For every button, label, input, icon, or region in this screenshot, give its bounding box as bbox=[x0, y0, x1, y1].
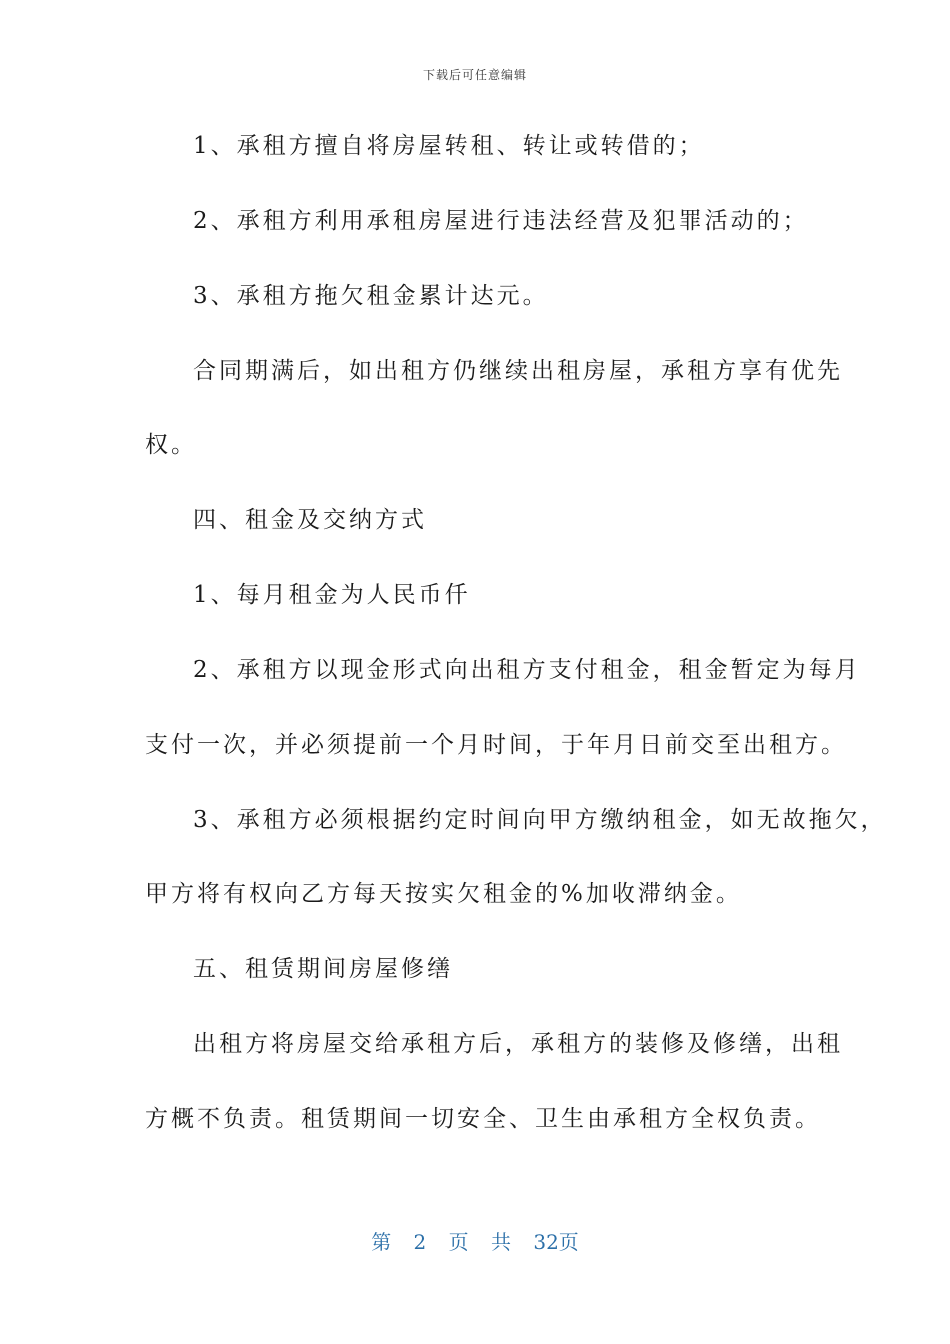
footer-page-label: 第 bbox=[371, 1230, 392, 1254]
paragraph-line: 甲方将有权向乙方每天按实欠租金的%加收滞纳金。 bbox=[145, 881, 742, 907]
footer-unit-label: 页 bbox=[448, 1230, 469, 1254]
footer-current-page: 2 bbox=[413, 1230, 427, 1254]
paragraph-line: 支付一次，并必须提前一个月时间，于年月日前交至出租方。 bbox=[145, 732, 847, 758]
footer-total-label: 共 bbox=[491, 1230, 511, 1254]
paragraph-line: 2、承租方利用承租房屋进行违法经营及犯罪活动的； bbox=[193, 208, 809, 234]
footer-total-pages: 32页 bbox=[533, 1230, 579, 1254]
paragraph-line: 权。 bbox=[145, 432, 197, 458]
paragraph-line: 3、承租方必须根据约定时间向甲方缴纳租金，如无故拖欠， bbox=[193, 807, 887, 833]
paragraph-line: 出租方将房屋交给承租方后，承租方的装修及修缮，出租 bbox=[193, 1031, 843, 1057]
paragraph-line: 1、每月租金为人民币仟 bbox=[193, 582, 471, 608]
section-heading: 四、租金及交纳方式 bbox=[193, 507, 427, 533]
header-note: 下载后可任意编辑 bbox=[422, 68, 527, 82]
section-heading: 五、租赁期间房屋修缮 bbox=[193, 956, 453, 982]
paragraph-line: 合同期满后，如出租方仍继续出租房屋，承租方享有优先 bbox=[193, 358, 843, 384]
page-footer bbox=[0, 1226, 950, 1255]
paragraph-line: 1、承租方擅自将房屋转租、转让或转借的； bbox=[193, 133, 705, 159]
paragraph-line: 3、承租方拖欠租金累计达元。 bbox=[193, 283, 549, 309]
paragraph-line: 方概不负责。租赁期间一切安全、卫生由承租方全权负责。 bbox=[145, 1106, 821, 1132]
paragraph-line: 2、承租方以现金形式向出租方支付租金，租金暂定为每月 bbox=[193, 657, 861, 683]
